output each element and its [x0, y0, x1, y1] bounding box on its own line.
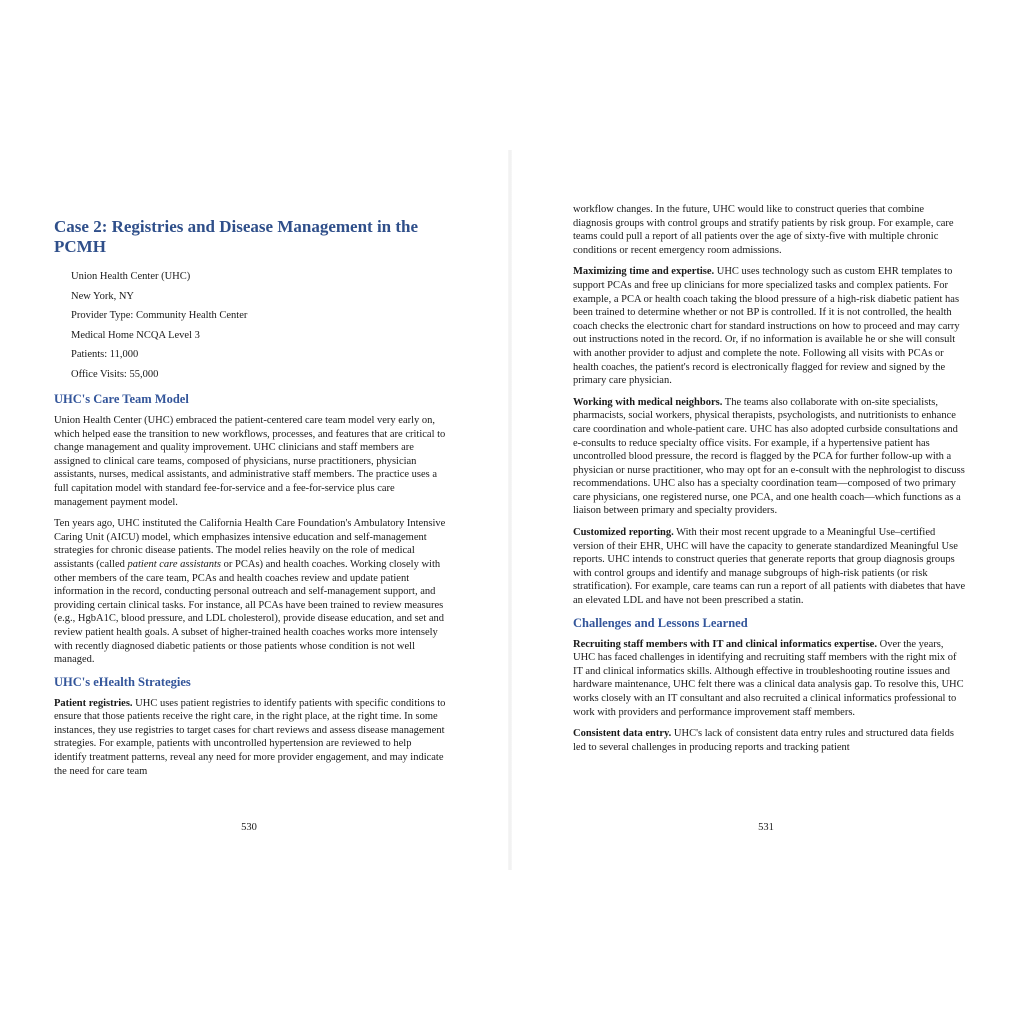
paragraph-text: Ten years ago, UHC instituted the California Health Care Foundation's Ambulatory Intensive Caring Unit (AICU) model, which emphasizes intensive education and self-management strategies for chronic disease patients. The model relies heavily on the role of medical assistants (called	[54, 518, 446, 570]
run-in-heading: Patient registries.	[54, 697, 133, 709]
section-heading-care-team: UHC's Care Team Model	[54, 392, 189, 406]
paragraph-text: or PCAs) and health coaches. Working closely with other members of the care team, PCAs and health coaches review and update patient information in the record, conducting personal outreach and self-management support, and providing certain clinical tasks. For instance, all PCAs have been trained to review measures (e.g., HgbA1C, blood pressure, and LDL cholesterol), provide disease education, and set and review patient health goals. A subset of higher-trained health coaches works more intensely with recently diagnosed diabetic patients or those patients whose condition is not well managed.	[54, 558, 445, 666]
section-heading-ehealth: UHC's eHealth Strategies	[54, 674, 191, 689]
data-entry-paragraph	[573, 727, 966, 754]
continued-paragraph: workflow changes. In the future, UHC would like to construct queries that combine diagnosis groups with control groups and stratify patients by risk group. For example, care teams could pull a report of all patients over the age of sixty-five with multiple chronic conditions or recent emergency room admissions.	[573, 204, 954, 256]
practice-info-item: Provider Type: Community Health Center	[71, 310, 248, 321]
recruiting-paragraph	[573, 638, 966, 720]
medical-neighbors-paragraph	[573, 396, 966, 518]
ehealth-paragraph-1	[54, 697, 446, 779]
practice-info-item: New York, NY	[71, 290, 135, 302]
page-number-right: 531	[758, 822, 774, 833]
maximizing-paragraph	[573, 265, 966, 387]
practice-info-list	[71, 267, 446, 384]
paragraph-text: UHC's lack of consistent data entry rules and structured data fields led to several challenges in producing reports and tracking patient	[573, 728, 954, 753]
run-in-heading: Recruiting staff members with IT and clinical informatics expertise.	[573, 638, 877, 650]
run-in-heading: Consistent data entry.	[573, 728, 672, 740]
practice-info-item: Medical Home NCQA Level 3	[71, 329, 200, 341]
care-team-paragraph-2	[54, 517, 446, 667]
left-page	[0, 0, 508, 1024]
run-in-heading: Customized reporting.	[573, 527, 674, 539]
paragraph-text: The teams also collaborate with on-site specialists, pharmacists, social workers, physical therapists, psychologists, and nutritionists to enhance care coordination and whole-patient care. UHC has also adopted curbside consultations and e-consults to reduce specialty office visits. For example, if a hypertensive patient has uncontrolled blood pressure, the record is flagged by the PCA for further follow-up with a physician or nurse practitioner, who may opt for an e-consult with the nephrologist to discuss recommendations. UHC also has a specialty coordination team—composed of two primary care physicians, one registered nurse, one PCA, and one health coach—which functions as a liaison between primary and specialty providers.	[573, 396, 965, 517]
paragraph-text: Over the years, UHC has faced challenges in identifying and recruiting staff members with the right mix of IT and clinical informatics skills. Although effective in troubleshooting routine issues and hardware maintenance, UHC felt there was a clinical data analysis gap. To resolve this, UHC works closely with an IT consultant and also recruited a clinical informatics professional to work with providers and performance improvement staff members.	[573, 638, 964, 718]
paragraph-text: With their most recent upgrade to a Meaningful Use–certified version of their EHR, UHC will have the capacity to generate standardized Meaningful Use reports. UHC intends to construct queries that generate reports that group diagnosis groups with control groups and identify and manage subgroups of high-risk patients (or risk stratification). For example, care teams can run a report of all patients with diabetes that have an elevated LDL and have not been prescribed a statin.	[573, 527, 966, 607]
practice-info-item: Union Health Center (UHC)	[71, 271, 191, 282]
case-title: Case 2: Registries and Disease Management in the PCMH	[54, 217, 419, 256]
paragraph-text: UHC uses patient registries to identify patients with specific conditions to ensure that those patients receive the right care, in the right place, at the right time. In some instances, they use registries to target cases for chart reviews and assess disease management strategies. For example, patients with uncontrolled hypertension are reviewed to help identify treatment patterns, reveal any need for more provider engagement, and may indicate the need for care team	[54, 697, 446, 777]
right-page	[512, 0, 1024, 1024]
practice-info-item: Patients: 11,000	[71, 349, 139, 360]
emphasis-text: patient care assistants	[127, 558, 222, 570]
right-page-content	[573, 203, 966, 762]
customized-reporting-paragraph	[573, 526, 966, 608]
paragraph-text: UHC uses technology such as custom EHR templates to support PCAs and free up clinicians for more specialized tasks and complex patients. For example, a PCA or health coach taking the blood pressure of a high-risk diabetic patient has been trained to determine whether or not BP is controlled. If it is not controlled, the health coach checks the electronic chart for standard instructions on how to proceed and may carry out instructions noted in the record. Or, if no information is available he or she will consult with another provider to adjust and complete the note. Following all visits with PCAs or health coaches, the patient's record is electronically flagged for review and signed by the primary care physician.	[573, 266, 960, 387]
run-in-heading: Working with medical neighbors.	[573, 396, 723, 408]
left-page-content	[54, 217, 446, 786]
page-number-left: 530	[241, 822, 257, 833]
run-in-heading: Maximizing time and expertise.	[573, 266, 715, 278]
care-team-paragraph-1: Union Health Center (UHC) embraced the patient-centered care team model very early on, which helped ease the transition to new workflows, processes, and features that are critical to change management and quality improvement. UHC clinicians and staff members are assigned to clinical care teams, composed of physicians, nurse practitioners, physician assistants, nurses, medical assistants, and administrative staff members. The practice uses a full capitation model with standard fee-for-service and a fee-for-service plus care management payment model.	[54, 415, 446, 508]
section-heading-challenges: Challenges and Lessons Learned	[573, 615, 748, 630]
practice-info-item: Office Visits: 55,000	[71, 368, 159, 380]
